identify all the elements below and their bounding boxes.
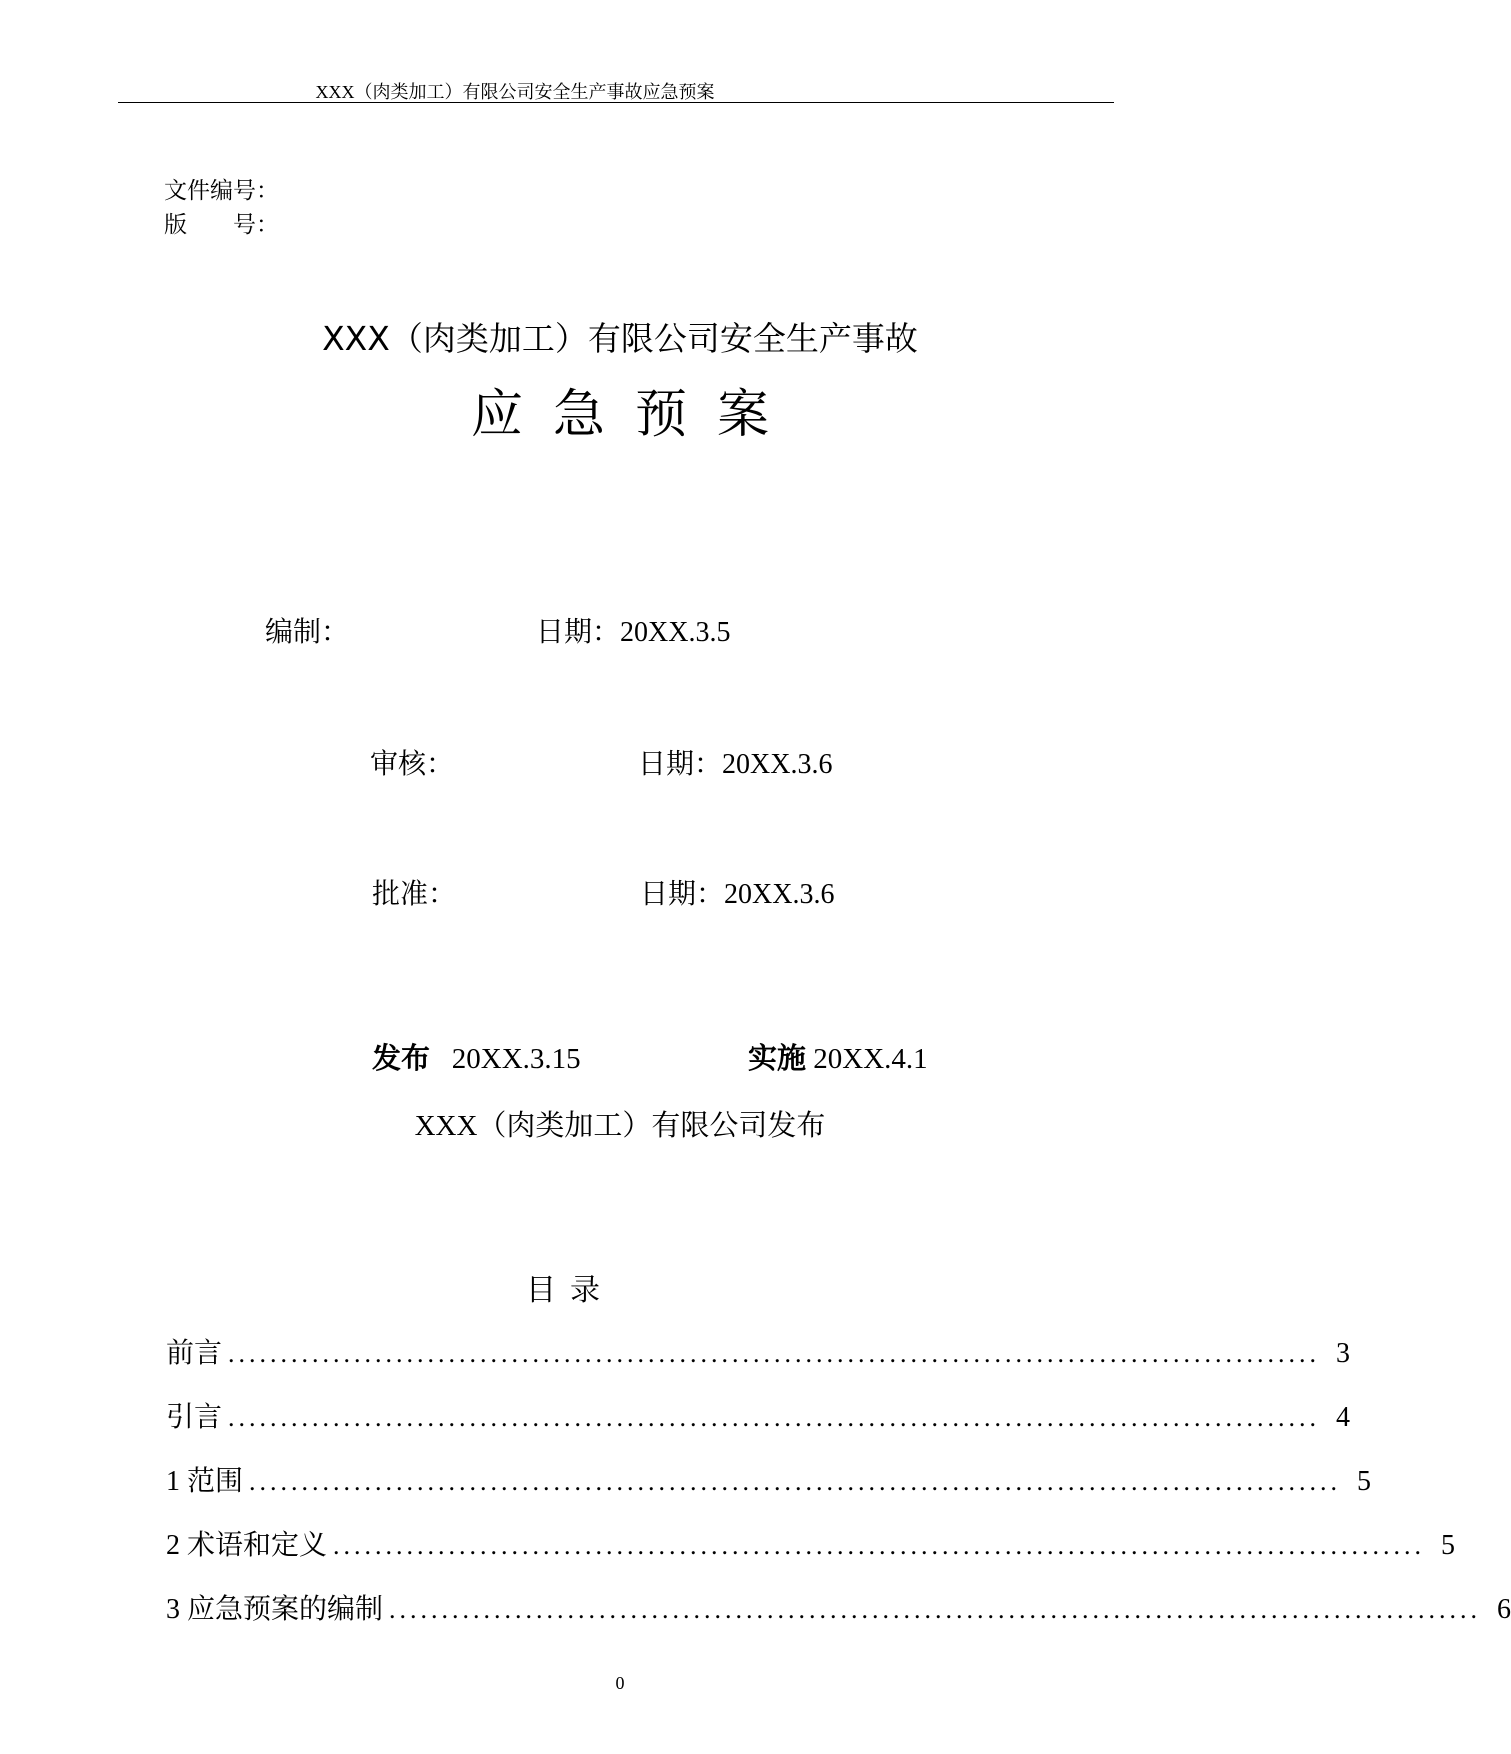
toc-item-page: 3 bbox=[1336, 1338, 1351, 1369]
toc-item-page: 5 bbox=[1357, 1466, 1372, 1497]
compile-date: 日期：20XX.3.5 bbox=[536, 617, 731, 648]
toc-item-label: 3 应急预案的编制 bbox=[166, 1594, 384, 1625]
compile-label: 编制： bbox=[265, 617, 350, 648]
running-header: XXX（肉类加工）有限公司安全生产事故应急预案 bbox=[315, 82, 715, 102]
toc-title: 目录 bbox=[526, 1273, 614, 1308]
document-subtitle: 应急预案 bbox=[470, 385, 799, 445]
toc-leader-dots: ........................................................................................................ bbox=[228, 1403, 1321, 1432]
review-date: 日期：20XX.3.6 bbox=[638, 749, 833, 780]
implement-date: 20XX.4.1 bbox=[813, 1043, 928, 1075]
toc-item[interactable] bbox=[166, 1459, 1372, 1499]
implement-info bbox=[748, 1036, 928, 1077]
publish-date: 20XX.3.15 bbox=[451, 1043, 581, 1075]
publish-info bbox=[372, 1036, 581, 1077]
toc-item-page: 6 bbox=[1497, 1594, 1511, 1625]
version-label: 版 号： bbox=[164, 212, 279, 238]
approve-label: 批准： bbox=[372, 879, 457, 910]
toc-item[interactable] bbox=[166, 1395, 1351, 1435]
toc-item-label: 1 范围 bbox=[166, 1466, 244, 1497]
toc-item[interactable] bbox=[166, 1331, 1351, 1371]
toc-item[interactable] bbox=[166, 1587, 1511, 1627]
approve-date: 日期：20XX.3.6 bbox=[640, 879, 835, 910]
toc-item[interactable] bbox=[166, 1523, 1456, 1563]
toc-item-page: 4 bbox=[1336, 1402, 1351, 1433]
toc-item-page: 5 bbox=[1441, 1530, 1456, 1561]
toc-item-label: 引言 bbox=[166, 1402, 223, 1433]
publish-label: 发布 bbox=[372, 1041, 431, 1075]
publisher-line: XXX（肉类加工）有限公司发布 bbox=[414, 1110, 826, 1142]
toc-leader-dots: ........................................................................................................ bbox=[389, 1595, 1482, 1624]
header-rule bbox=[118, 102, 1114, 103]
implement-label: 实施 bbox=[748, 1041, 807, 1075]
toc-item-label: 前言 bbox=[166, 1338, 223, 1369]
page-number: 0 bbox=[615, 1673, 625, 1693]
toc-item-label: 2 术语和定义 bbox=[166, 1530, 328, 1561]
document-title: XXX（肉类加工）有限公司安全生产事故 bbox=[322, 319, 918, 358]
toc-leader-dots: ........................................................................................................ bbox=[333, 1531, 1426, 1560]
review-label: 审核： bbox=[370, 749, 455, 780]
file-number-label: 文件编号： bbox=[164, 178, 279, 204]
toc-leader-dots: ........................................................................................................ bbox=[249, 1467, 1342, 1496]
toc-leader-dots: ........................................................................................................ bbox=[228, 1339, 1321, 1368]
